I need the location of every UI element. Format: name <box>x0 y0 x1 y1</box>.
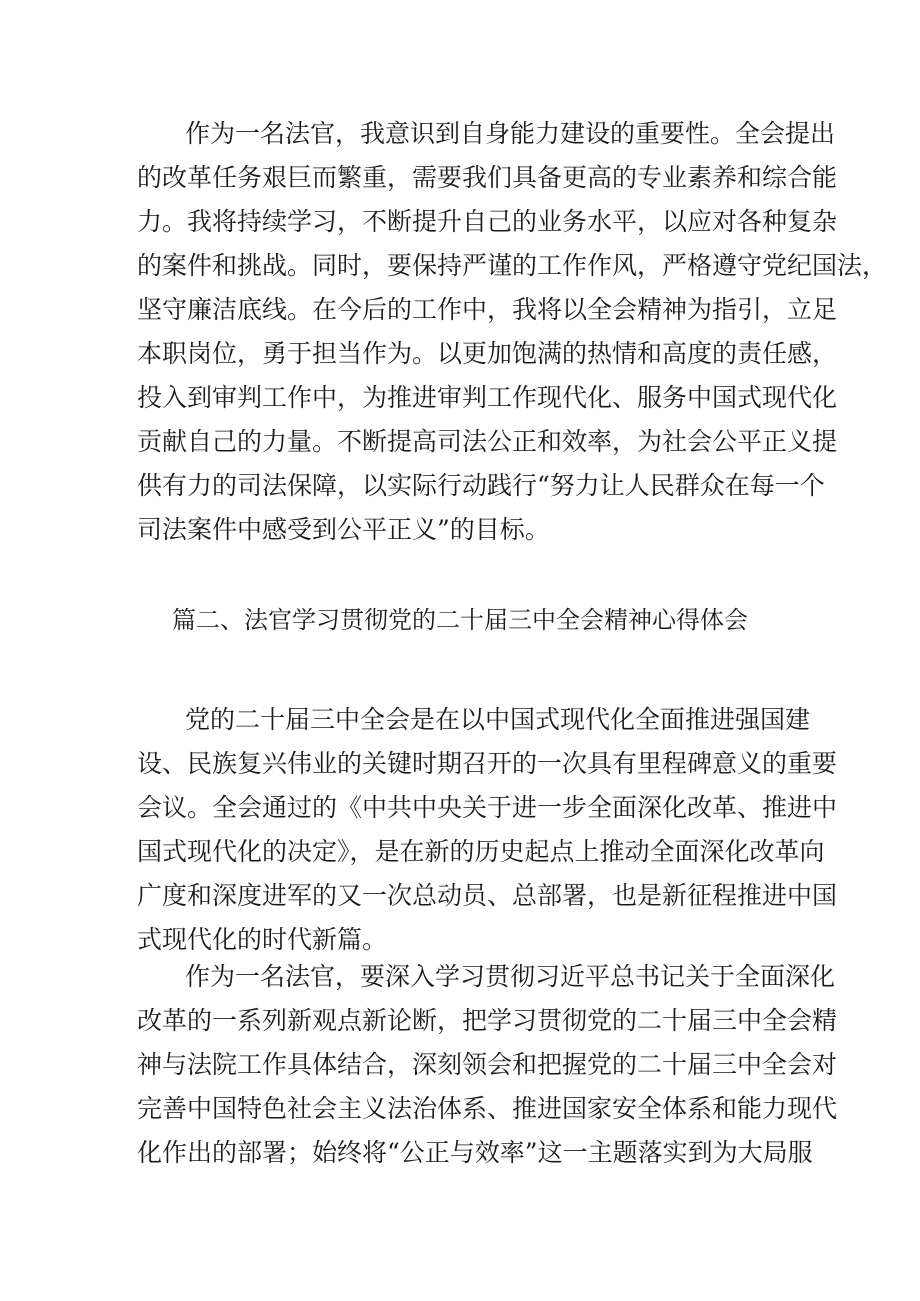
paragraph-line: 广度和深度进军的又一次总动员、总部署，也是新征程推进中国 <box>137 881 838 910</box>
paragraph-3 <box>137 955 838 1175</box>
paragraph-line: 完善中国特色社会主义法治体系、推进国家安全体系和能力现代 <box>137 1094 838 1123</box>
paragraph-line: 投入到审判工作中，为推进审判工作现代化、服务中国式现代化 <box>137 383 838 412</box>
paragraph-line: 作为一名法官，我意识到自身能力建设的重要性。全会提出 <box>185 119 836 148</box>
paragraph-line: 坚守廉洁底线。在今后的工作中，我将以全会精神为指引，立足 <box>137 295 838 324</box>
paragraph-line: 供有力的司法保障，以实际行动践行“努力让人民群众在每一个 <box>137 471 825 500</box>
paragraph-line: 的案件和挑战。同时，要保持严谨的工作作风，严格遵守党纪国法， <box>137 251 888 280</box>
section-heading: 篇二、法官学习贯彻党的二十届三中全会精神心得体会 <box>172 606 748 634</box>
paragraph-line: 力。我将持续学习，不断提升自己的业务水平，以应对各种复杂 <box>137 207 838 236</box>
paragraph-line: 会议。全会通过的《中共中央关于进一步全面深化改革、推进中 <box>137 793 838 822</box>
paragraph-1 <box>137 112 888 552</box>
paragraph-line: 设、民族复兴伟业的关键时期召开的一次具有里程碑意义的重要 <box>137 749 838 778</box>
paragraph-line: 贡献自己的力量。不断提高司法公正和效率，为社会公平正义提 <box>137 427 838 456</box>
paragraph-line: 式现代化的时代新篇。 <box>137 925 388 954</box>
paragraph-line: 改革的一系列新观点新论断，把学习贯彻党的二十届三中全会精 <box>137 1006 838 1035</box>
paragraph-2 <box>137 698 838 962</box>
paragraph-line: 党的二十届三中全会是在以中国式现代化全面推进强国建 <box>185 705 811 734</box>
paragraph-line: 神与法院工作具体结合，深刻领会和把握党的二十届三中全会对 <box>137 1050 838 1079</box>
paragraph-line: 本职岗位，勇于担当作为。以更加饱满的热情和高度的责任感， <box>137 339 838 368</box>
paragraph-line: 化作出的部署；始终将“公正与效率”这一主题落实到为大局服 <box>137 1138 813 1167</box>
paragraph-line: 的改革任务艰巨而繁重，需要我们具备更高的专业素养和综合能 <box>137 163 838 192</box>
paragraph-line: 司法案件中感受到公平正义”的目标。 <box>137 515 550 544</box>
paragraph-line: 作为一名法官，要深入学习贯彻习近平总书记关于全面深化 <box>185 962 836 991</box>
paragraph-line: 国式现代化的决定》，是在新的历史起点上推动全面深化改革向 <box>137 837 825 866</box>
